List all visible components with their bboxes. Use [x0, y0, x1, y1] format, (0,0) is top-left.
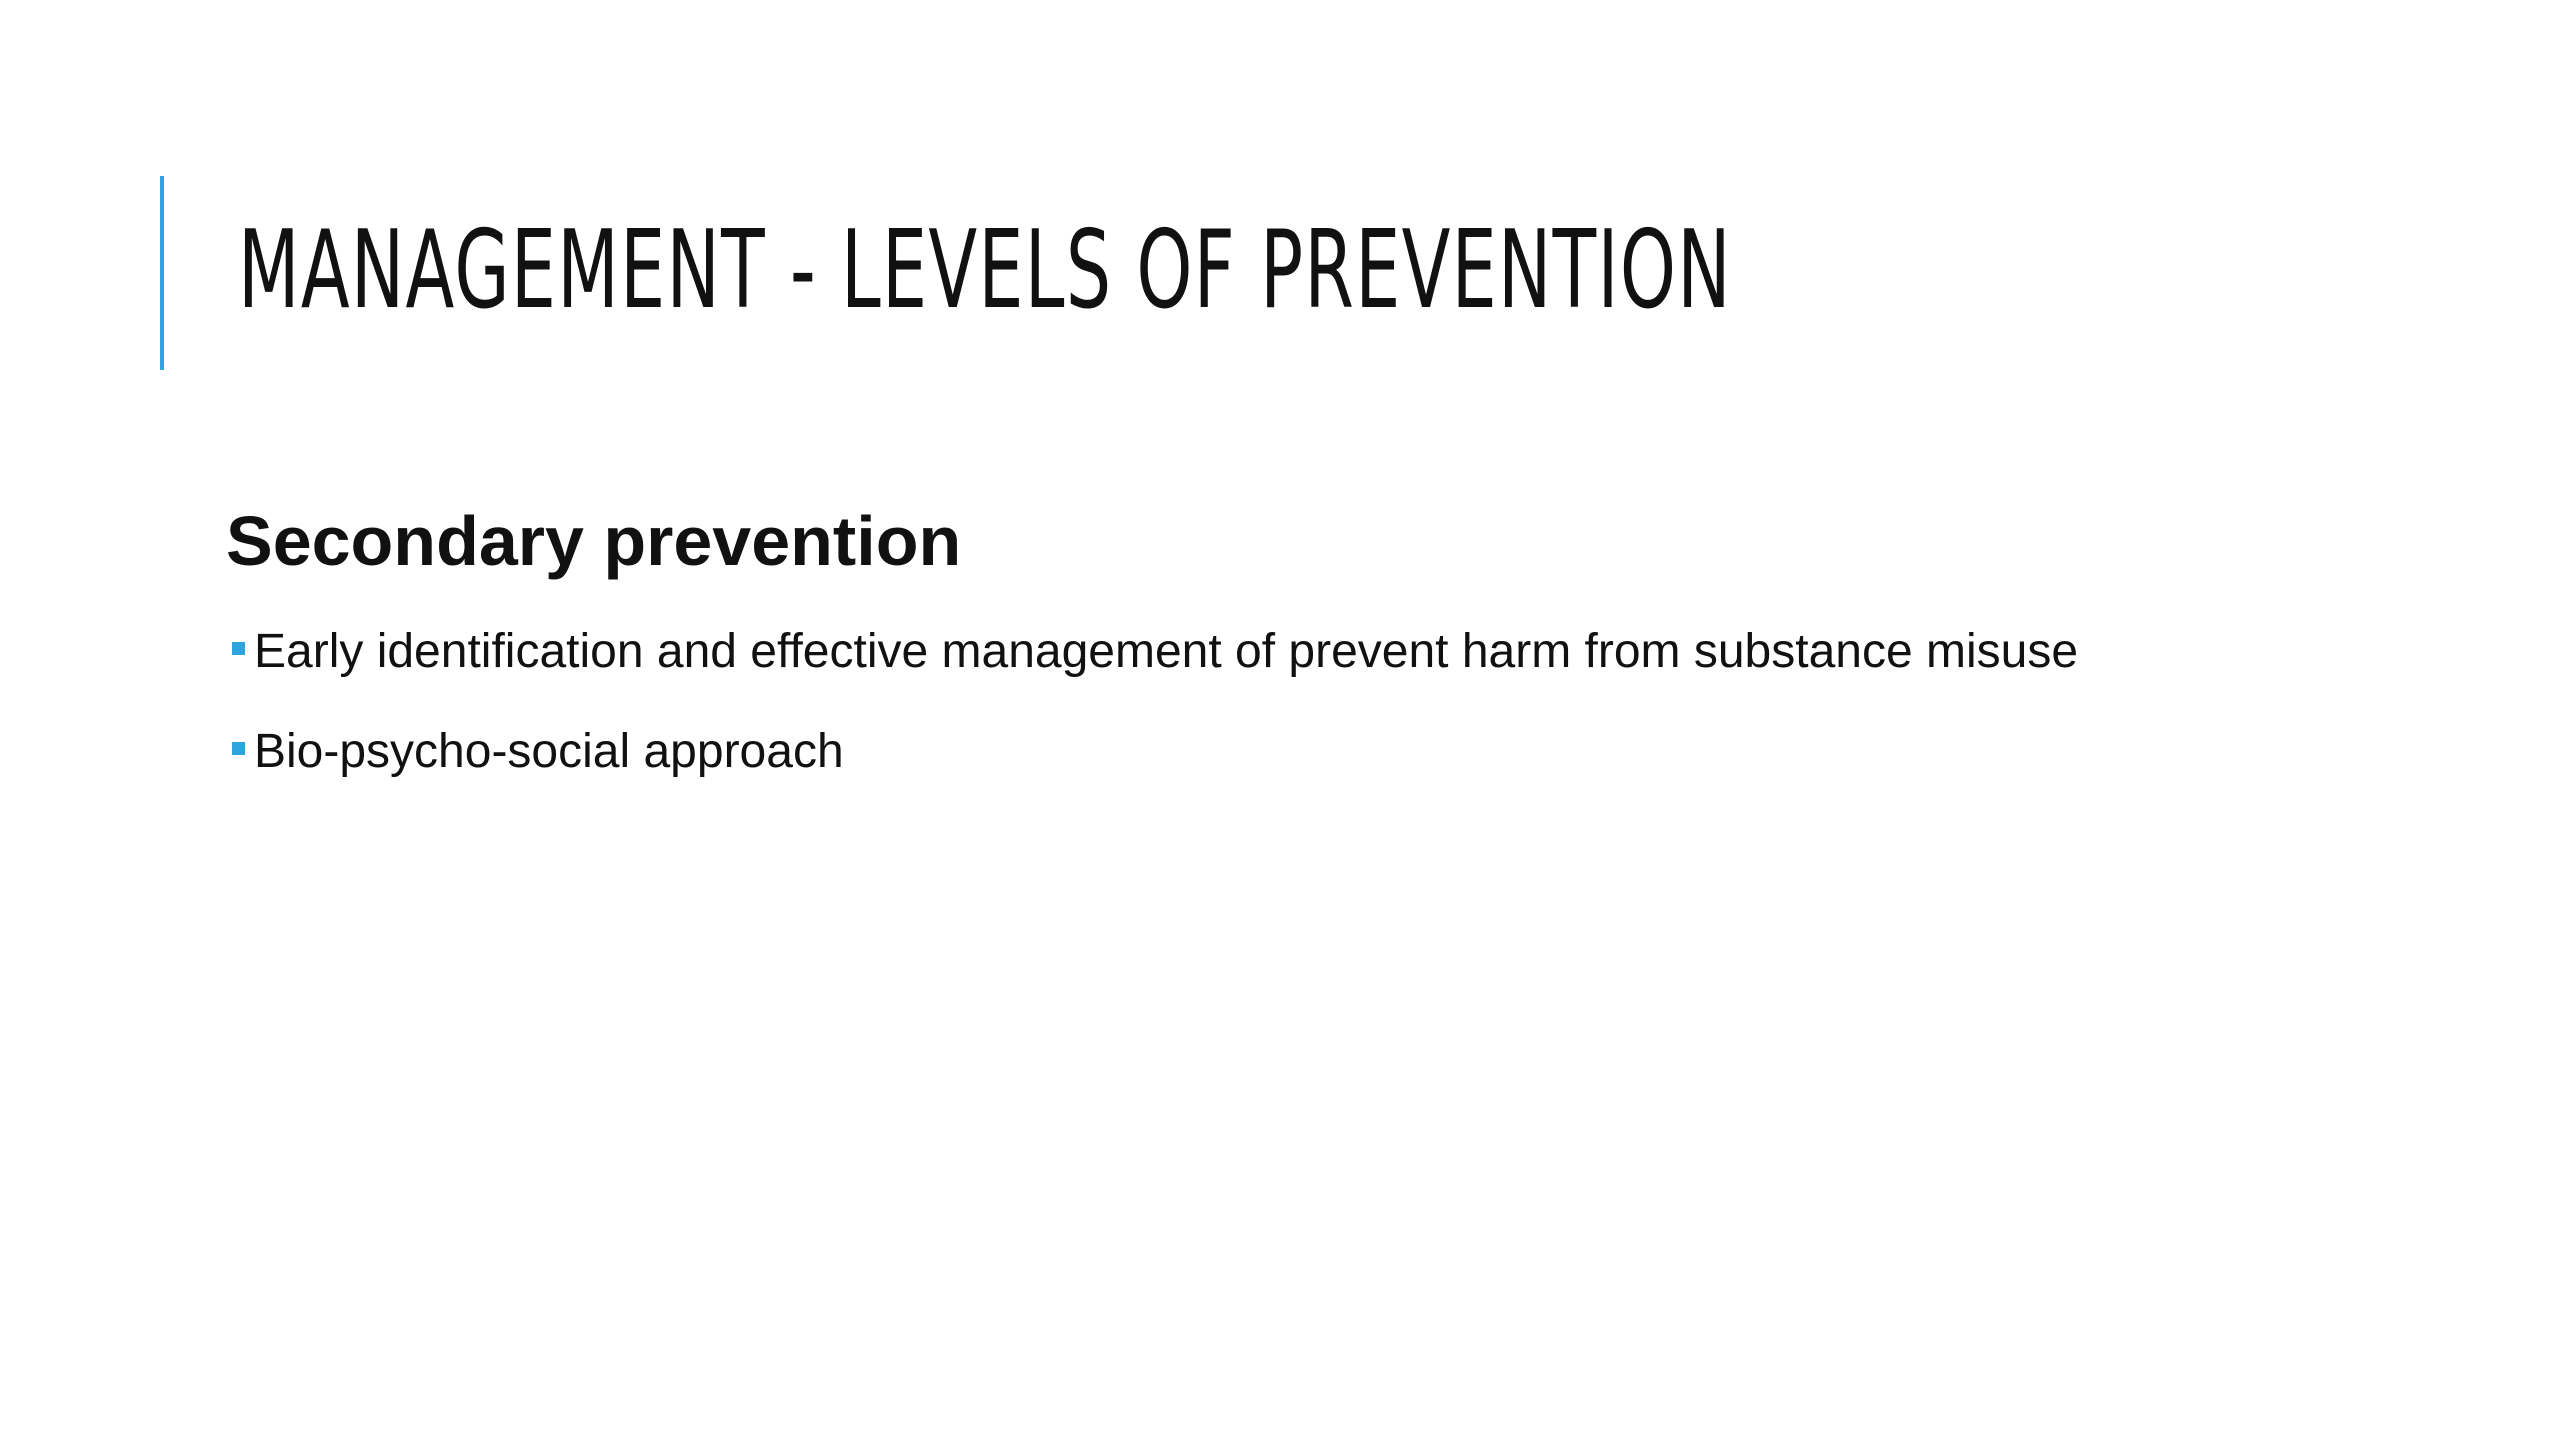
slide-title: MANAGEMENT - LEVELS OF PREVENTION [238, 208, 1732, 333]
section-subheading: Secondary prevention [226, 502, 962, 580]
square-bullet-icon [232, 642, 245, 655]
square-bullet-icon [232, 742, 245, 755]
slide-content [226, 496, 2226, 820]
bullet-item [226, 720, 2184, 784]
bullet-list [226, 620, 2226, 784]
bullet-text: Bio-psycho-social approach [254, 725, 844, 778]
title-accent-bar [160, 176, 164, 370]
bullet-text: Early identification and effective management of prevent harm from substance misuse [254, 625, 2079, 678]
bullet-item [226, 620, 2184, 684]
